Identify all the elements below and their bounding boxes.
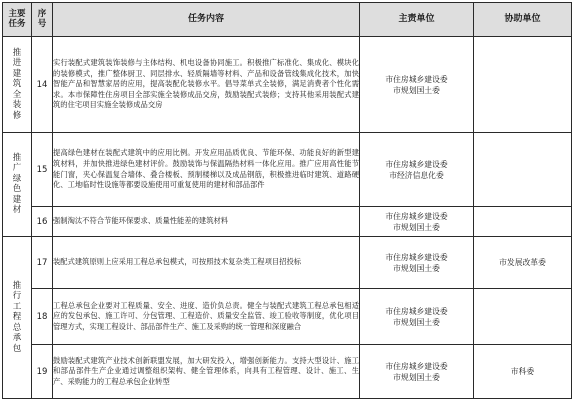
assist-unit (474, 289, 572, 345)
assist-unit (474, 207, 572, 237)
lead-unit: 市住房城乡建设委 市规划国土委 (360, 345, 474, 399)
task-content: 提高绿色建材在装配式建筑中的应用比例。开发应用品质优良、节能环保、功能良好的新型建筑材料，并加快推进绿色建材评价。鼓励装饰与保温隔热材料一体化应用。推广应用高性能节能门窗，夹心保温复合墙体、叠合楼板、预制楼梯以及成品钢筋，积极推进临时建筑、道路硬化、工地临时性设施等都要设施使用可重复使用的建材和部品部件 (53, 133, 360, 207)
lead-unit: 市住房城乡建设委 市规划国土委 (360, 289, 474, 345)
task-content: 鼓励装配式建筑产业技术创新联盟发展，加大研发投入，增强创新能力。支持大型设计、施工和部品部件生产企业通过调整组织架构、健全管理体系，向具有工程管理、设计、施工、生产、采购能力的工程总承包企业转型 (53, 345, 360, 399)
lead-unit: 市住房城乡建设委 市经济信息化委 (360, 133, 474, 207)
table-row (3, 207, 572, 237)
task-content: 实行装配式建筑装饰装修与主体结构、机电设备协同施工。积极推广标准化、集成化、模块化的装修模式，推广整体厨卫、同层排水、轻质隔墙等材料、产品和设备管线集成化技术，加快智能产品和智慧家居的应用，提高装配化装修水平。倡导菜单式全装修，满足消费者个性化需求。本市保障性住房项目全部实施全装修成品交房，鼓励装配式装修；支持其他采用装配式建筑的住宅项目实施全装修成品交房 (53, 37, 360, 133)
task-content: 装配式建筑原则上应采用工程总承包模式，可按照技术复杂类工程项目招投标 (53, 237, 360, 289)
task-content: 强制淘汰不符合节能环保要求、质量性能差的建筑材料 (53, 207, 360, 237)
lead-unit: 市住房城乡建设委 市规划国土委 (360, 37, 474, 133)
category-cell-epc: 推行工程总承包 (3, 237, 32, 399)
table-row (3, 345, 572, 399)
seq-cell: 19 (32, 345, 53, 399)
header-seq: 序号 (32, 3, 53, 37)
category-cell-full-decoration: 推进建筑全装修 (3, 37, 32, 133)
seq-cell: 15 (32, 133, 53, 207)
header-category: 主要任务 (3, 3, 32, 37)
table-row (3, 37, 572, 133)
seq-cell: 18 (32, 289, 53, 345)
assist-unit: 市发展改革委 (474, 237, 572, 289)
task-table (2, 2, 572, 399)
header-lead-unit: 主责单位 (360, 3, 474, 37)
table-row (3, 133, 572, 207)
header-assist-unit: 协助单位 (474, 3, 572, 37)
header-content: 任务内容 (53, 3, 360, 37)
table-row (3, 237, 572, 289)
lead-unit: 市住房城乡建设委 市规划国土委 (360, 207, 474, 237)
assist-unit: 市科委 (474, 345, 572, 399)
category-cell-green-materials: 推广绿色建材 (3, 133, 32, 237)
task-content: 工程总承包企业要对工程质量、安全、进度、造价负总责。健全与装配式建筑工程总承包相适应的发包承包、施工许可、分包管理、工程造价、质量安全监管、竣工验收等制度，优化项目管理方式，实现工程设计、部品部件生产、施工及采购的统一管理和深度融合 (53, 289, 360, 345)
assist-unit (474, 133, 572, 207)
seq-cell: 16 (32, 207, 53, 237)
seq-cell: 14 (32, 37, 53, 133)
seq-cell: 17 (32, 237, 53, 289)
lead-unit: 市住房城乡建设委 市规划国土委 (360, 237, 474, 289)
table-row (3, 289, 572, 345)
table-header-row (3, 3, 572, 37)
assist-unit (474, 37, 572, 133)
